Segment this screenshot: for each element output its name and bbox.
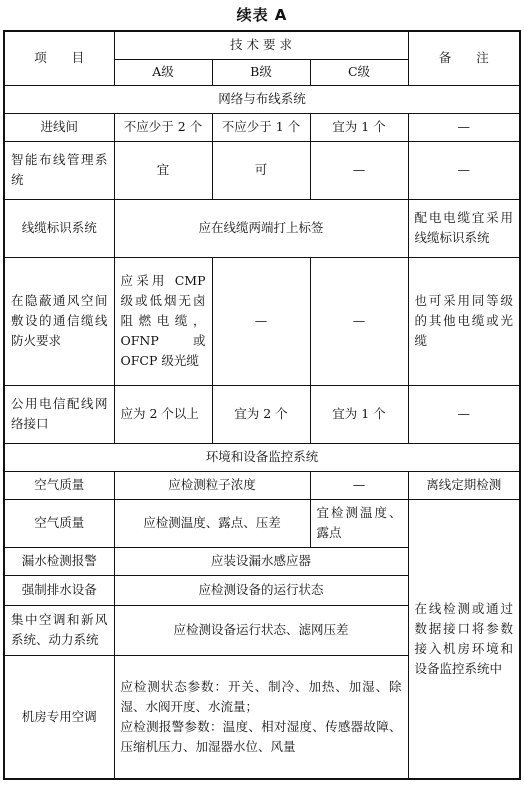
row-remark-shared: 在线检测或通过数据接口将参数接入机房环境和设备监控系统中 <box>408 499 520 779</box>
row-remark: — <box>408 141 520 199</box>
row-level-b: 可 <box>212 141 310 199</box>
row-level-b: 不应少于 1 个 <box>212 113 310 141</box>
section-heading: 环境和设备监控系统 <box>4 443 520 471</box>
status-params-text: 应检测状态参数：开关、制冷、加热、加湿、除湿、水阀开度、水流量； <box>120 678 402 714</box>
table-row <box>4 199 520 257</box>
row-level-a: 应为 2 个以上 <box>114 385 212 443</box>
row-level-a: 宜 <box>114 141 212 199</box>
row-level-c: — <box>310 141 408 199</box>
header-tech: 技 术 要 求 <box>114 31 408 59</box>
section-heading-row <box>4 443 520 471</box>
row-level-ab: 应检测温度、露点、压差 <box>114 499 310 547</box>
table-row <box>4 385 520 443</box>
row-level-a: 应采用 CMP 级或低烟无卤阻燃电缆，OFNP 或 OFCP 级光缆 <box>114 257 212 385</box>
row-item: 公用电信配线网络接口 <box>4 385 114 443</box>
row-level-c: — <box>310 471 408 499</box>
table-row <box>4 499 520 547</box>
row-level-all: 应检测设备运行状态、滤网压差 <box>114 605 408 655</box>
table-title: 续表 A <box>236 6 288 24</box>
row-item: 集中空调和新风系统、动力系统 <box>4 605 114 655</box>
row-level-all: 应检测设备的运行状态 <box>114 575 408 605</box>
table-row <box>4 141 520 199</box>
row-item: 进线间 <box>4 113 114 141</box>
table-row <box>4 471 520 499</box>
alarm-params-text: 应检测报警参数：温度、相对湿度、传感器故障、压缩机压力、加湿器水位、风量 <box>120 718 402 754</box>
row-level-b: — <box>212 257 310 385</box>
section-heading-row <box>4 85 520 113</box>
row-remark: — <box>408 113 520 141</box>
row-item: 空气质量 <box>4 499 114 547</box>
row-level-c: 宜为 1 个 <box>310 113 408 141</box>
row-remark: 配电电缆宜采用线缆标识系统 <box>408 199 520 257</box>
row-level-c: 宜为 1 个 <box>310 385 408 443</box>
row-level-all: 应在线缆两端打上标签 <box>114 199 408 257</box>
row-level-all <box>114 655 408 779</box>
row-item: 机房专用空调 <box>4 655 114 779</box>
row-item: 空气质量 <box>4 471 114 499</box>
section-heading: 网络与布线系统 <box>4 85 520 113</box>
row-item: 在隐蔽通风空间敷设的通信缆线防火要求 <box>4 257 114 385</box>
row-item: 漏水检测报警 <box>4 547 114 575</box>
header-level-c: C级 <box>310 59 408 85</box>
header-item: 项 目 <box>4 31 114 85</box>
row-level-c: 宜检测温度、露点 <box>310 499 408 547</box>
row-item: 线缆标识系统 <box>4 199 114 257</box>
row-item: 强制排水设备 <box>4 575 114 605</box>
header-level-b: B级 <box>212 59 310 85</box>
row-remark: 也可采用同等级的其他电缆或光缆 <box>408 257 520 385</box>
row-level-b: 宜为 2 个 <box>212 385 310 443</box>
header-level-a: A级 <box>114 59 212 85</box>
table-row <box>4 257 520 385</box>
row-level-a: 不应少于 2 个 <box>114 113 212 141</box>
row-level-ab: 应检测粒子浓度 <box>114 471 310 499</box>
row-level-all: 应装设漏水感应器 <box>114 547 408 575</box>
header-row <box>4 31 520 59</box>
row-item: 智能布线管理系统 <box>4 141 114 199</box>
row-remark: 离线定期检测 <box>408 471 520 499</box>
row-remark: — <box>408 385 520 443</box>
row-level-c: — <box>310 257 408 385</box>
table-row <box>4 113 520 141</box>
header-remark: 备 注 <box>408 31 520 85</box>
spec-table <box>3 30 521 780</box>
